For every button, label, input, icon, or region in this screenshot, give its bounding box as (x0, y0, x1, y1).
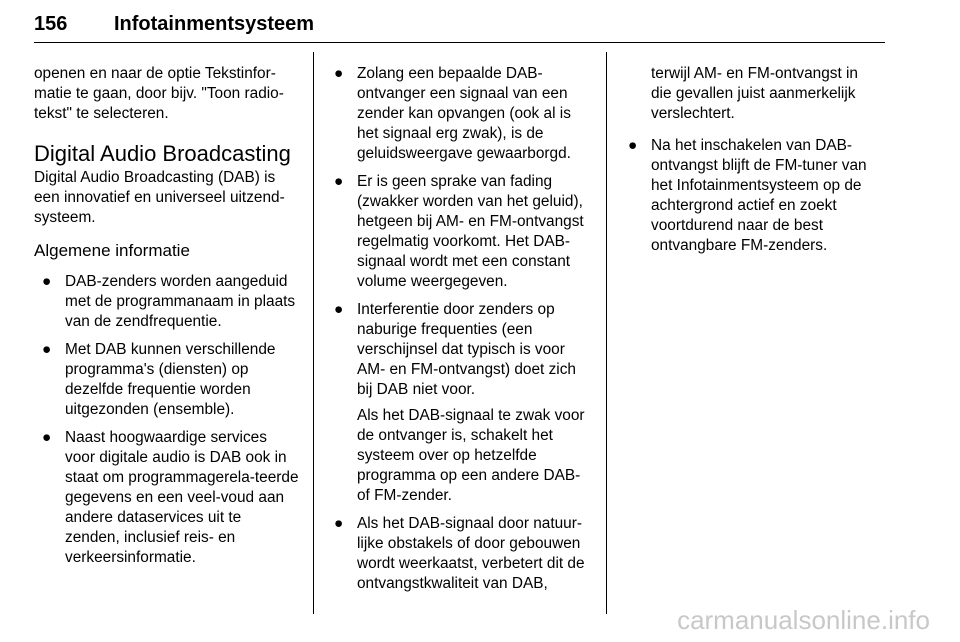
list-item-subparagraph: Als het DAB-signaal te zwak voor de ontvanger is, schakelt het systeem over op hetzelfde programma op een andere DAB-of FM-zender. (357, 407, 585, 504)
column-divider (606, 52, 607, 614)
continuation-text: terwijl AM- en FM-ontvangst in die gevallen juist aanmerkelijk verslechtert. (651, 65, 858, 122)
column-divider (313, 52, 314, 614)
list-item (34, 340, 300, 420)
column-3 (620, 64, 882, 264)
column-2 (326, 64, 592, 602)
list-item (326, 172, 592, 292)
list-item-text: Naast hoogwaardige services voor digitale audio is DAB ook in staat om programmagerela-teerde gegevens en een veel-voud aan andere dataservices uit te zenden, inclusief reis- en verkeersinformatie. (65, 429, 299, 566)
bullet-list-1 (34, 272, 300, 568)
intro-paragraph: openen en naar de optie Tekstinfor-matie te gaan, door bijv. "Toon radio-tekst" te selecteren. (34, 65, 284, 122)
bullet-icon: ● (334, 301, 344, 318)
bullet-icon: ● (334, 515, 344, 532)
dab-description: Digital Audio Broadcasting (DAB) is een innovatief en universeel uitzend-systeem. (34, 169, 285, 226)
list-item (34, 272, 300, 332)
list-item-text: DAB-zenders worden aangeduid met de programmanaam in plaats van de zendfrequentie. (65, 273, 296, 330)
bullet-icon: ● (334, 173, 344, 190)
bullet-icon: ● (42, 341, 52, 358)
bullet-list-3 (620, 136, 882, 256)
list-item-text: Zolang een bepaalde DAB-ontvanger een signaal van een zender kan opvangen (ook al is het signaal erg zwak), is de geluidsweergave gewaarborgd. (357, 65, 571, 162)
bullet-list-2 (326, 64, 592, 594)
bullet-icon: ● (42, 429, 52, 446)
watermark: carmanualsonline.info (677, 605, 930, 635)
list-item (326, 514, 592, 594)
heading-dab: Digital Audio Broadcasting (34, 141, 291, 166)
list-item-text: Er is geen sprake van fading (zwakker worden van het geluid), hetgeen bij AM- en FM-ontvangst regelmatig voorkomt. Het DAB-signaal wordt met een constant volume weergegeven. (357, 173, 584, 290)
list-item-text: Na het inschakelen van DAB-ontvangst blijft de FM-tuner van het Infotainmentsysteem op de achtergrond actief en zoekt voortdurend naar de best ontvangbare FM-zenders. (651, 137, 867, 254)
column-1 (34, 64, 300, 576)
bullet-icon: ● (334, 65, 344, 82)
subheading-general-info: Algemene informatie (34, 241, 190, 260)
bullet-icon: ● (42, 273, 52, 290)
bullet-icon: ● (628, 137, 638, 154)
list-item (620, 136, 882, 256)
page-header (34, 6, 885, 43)
list-item-text: Als het DAB-signaal door natuur-lijke obstakels of door gebouwen wordt weerkaatst, verbetert dit de ontvangstkwaliteit van DAB, (357, 515, 585, 592)
section-title: Infotainmentsysteem (114, 13, 315, 35)
page-number: 156 (34, 13, 68, 35)
list-item-text: Met DAB kunnen verschillende programma's (diensten) op dezelfde frequentie worden uitgezonden (ensemble). (65, 341, 276, 418)
list-item (326, 300, 592, 506)
list-item-text: Interferentie door zenders op naburige frequenties (een verschijnsel dat typisch is voor AM- en FM-ontvangst) doet zich bij DAB niet voor. (357, 301, 576, 398)
list-item (326, 64, 592, 164)
list-item (34, 428, 300, 568)
